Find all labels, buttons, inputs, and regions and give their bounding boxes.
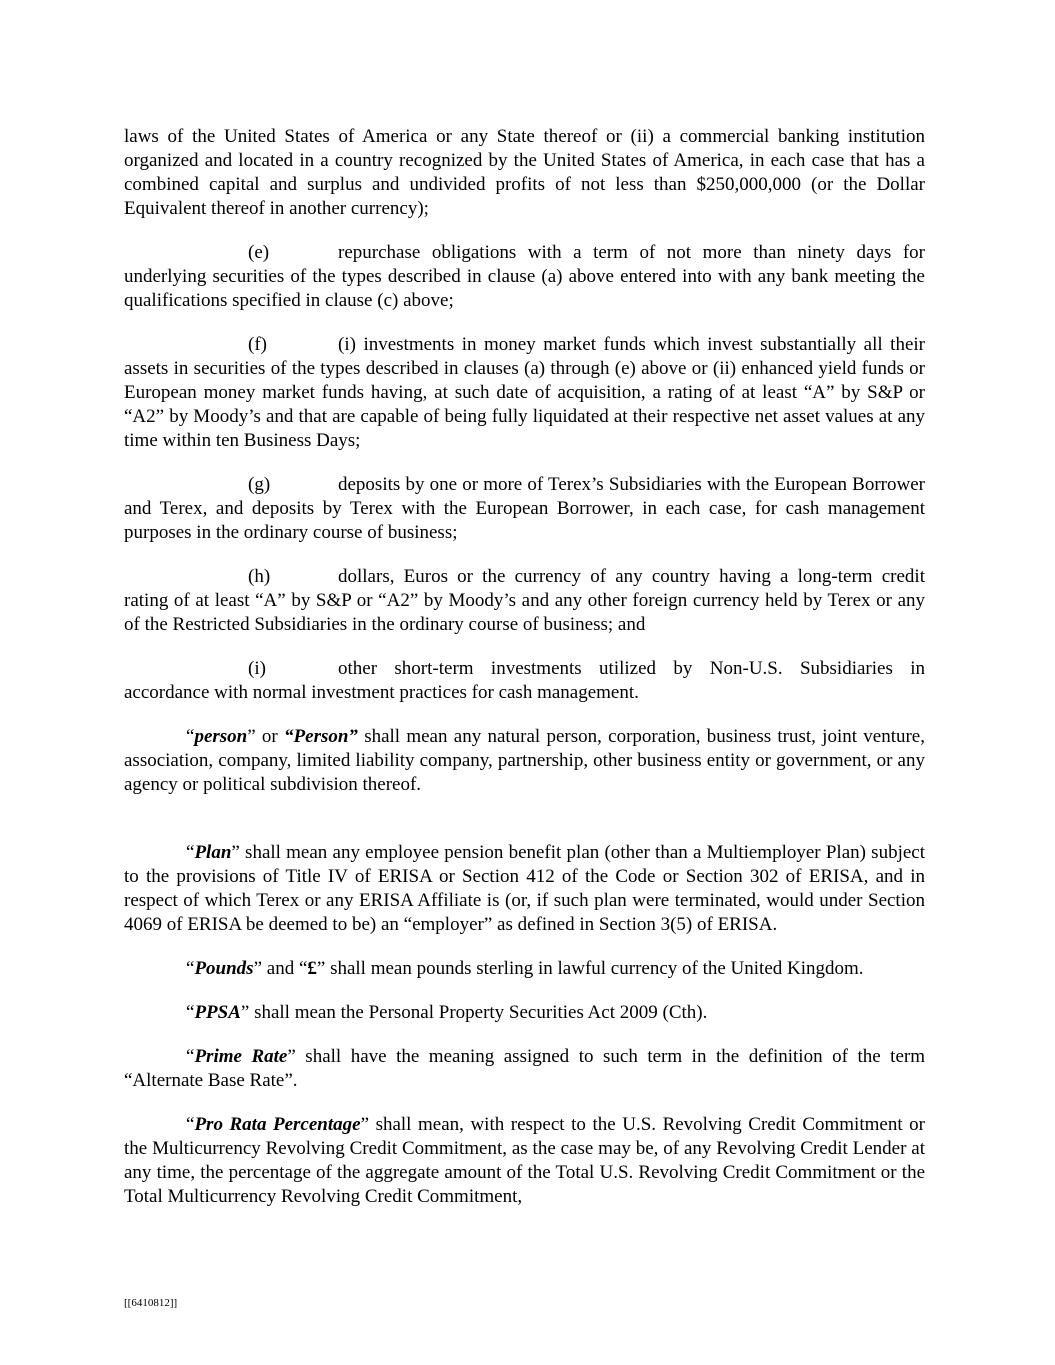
definition-plan (124, 841, 925, 937)
clause-g-text: deposits by one or more of Terex’s Subsidiaries with the European Borrower and Terex, and deposits by Terex with the European Borrower, in each case, for cash management purposes in the ordinary course of business; (124, 474, 925, 543)
quote-open: “ (186, 958, 195, 979)
clause-h-label: (h) (248, 566, 271, 587)
defined-term-prime-rate: Prime Rate (194, 1046, 288, 1067)
clause-i-label: (i) (248, 658, 266, 679)
defined-term-ppsa: PPSA (194, 1002, 241, 1023)
defined-term-plan: Plan (194, 842, 232, 863)
defined-term-pound-sign: £ (307, 958, 317, 979)
definition-text: ” shall mean pounds sterling in lawful currency of the United Kingdom. (316, 958, 864, 979)
definition-text: ” shall mean, with respect to the U.S. Revolving Credit Commitment or the Multicurrency Revolving Credit Commitment, as the case may be, of any Revolving Credit Lender at any time, the percentage of the aggregate amount of the Total U.S. Revolving Credit Commitment or the Total Multicurrency Revolving Credit Commitment, (124, 1114, 925, 1207)
defined-term-pounds: Pounds (194, 958, 254, 979)
clause-h-text: dollars, Euros or the currency of any country having a long-term credit rating of at least “A” by S&P or “A2” by Moody’s and any other foreign currency held by Terex or any of the Restricted Subsidiaries in the ordinary course of business; and (124, 566, 925, 635)
clause-g-label: (g) (248, 474, 271, 495)
connector: ” or (247, 726, 285, 747)
document-id-footer: [[6410812]] (124, 1297, 178, 1309)
definition-ppsa (124, 1001, 925, 1025)
clause-e-label: (e) (248, 242, 270, 263)
clause-h (124, 565, 925, 637)
paragraph-d-continuation: laws of the United States of America or any State thereof or (ii) a commercial banking institution organized and located in a country recognized by the United States of America, in each case that has a combined capital and surplus and undivided profits of not less than $250,000,000 (or the Dollar Equivalent thereof in another currency); (124, 126, 925, 219)
defined-term-person: person (194, 726, 248, 747)
defined-term-pro-rata-percentage: Pro Rata Percentage (194, 1114, 361, 1135)
definition-text: ” shall have the meaning assigned to such term in the definition of the term “Alternate Base Rate”. (124, 1046, 925, 1091)
definition-text: ” shall mean the Personal Property Securities Act 2009 (Cth). (240, 1002, 708, 1023)
definition-text: ” shall mean any employee pension benefit plan (other than a Multiemployer Plan) subject to the provisions of Title IV of ERISA or Section 412 of the Code or Section 302 of ERISA, and in respect of which Terex or any ERISA Affiliate is (or, if such plan were terminated, would under Section 4069 of ERISA be deemed to be) an “employer” as defined in Section 3(5) of ERISA. (124, 842, 925, 935)
connector: ” and “ (253, 958, 308, 979)
clause-i (124, 657, 925, 705)
clause-e (124, 241, 925, 313)
definition-pounds (124, 957, 925, 981)
quote-open: “ (186, 842, 195, 863)
quote-open: “ (186, 1114, 195, 1135)
quote-open: “ (186, 1046, 195, 1067)
clause-e-text: repurchase obligations with a term of not more than ninety days for underlying securities of the types described in clause (a) above entered into with any bank meeting the qualifications specified in clause (c) above; (124, 242, 925, 311)
clause-g (124, 473, 925, 545)
definition-prime-rate (124, 1045, 925, 1093)
definition-text: shall mean any natural person, corporation, business trust, joint venture, association, company, limited liability company, partnership, other business entity or government, or any agency or political subdivision thereof. (124, 726, 925, 795)
quote-open: “ (186, 726, 195, 747)
clause-f-label: (f) (248, 334, 267, 355)
clause-i-text: other short-term investments utilized by Non-U.S. Subsidiaries in accordance with normal investment practices for cash management. (124, 658, 925, 703)
definition-person (124, 725, 925, 797)
clause-f (124, 333, 925, 453)
quote-open: “ (186, 1002, 195, 1023)
clause-f-text: (i) investments in money market funds which invest substantially all their assets in securities of the types described in clauses (a) through (e) above or (ii) enhanced yield funds or European money market funds having, at such date of acquisition, a rating of at least “A” by S&P or “A2” by Moody’s and that are capable of being fully liquidated at their respective net asset values at any time within ten Business Days; (124, 334, 925, 451)
definition-pro-rata-percentage (124, 1113, 925, 1209)
defined-term-person-capital: “Person” (284, 726, 358, 747)
